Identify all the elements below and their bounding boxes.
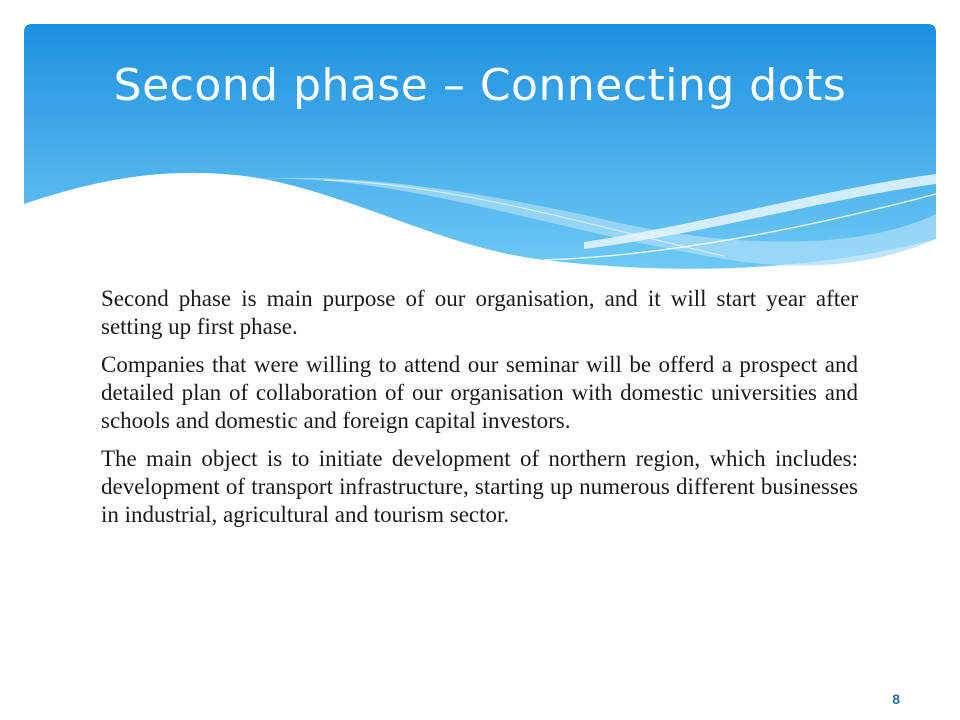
paragraph-2: Companies that were willing to attend our seminar will be offerd a prospect and detailed plan of collaboration of our organisation with domestic universities and schools and domestic and foreign capital investors. [101, 352, 858, 433]
page-number: 8 [892, 691, 900, 707]
slide-title: Second phase – Connecting dots [113, 60, 847, 111]
slide-body [101, 285, 858, 539]
paragraph-1: Second phase is main purpose of our organisation, and it will start year after setting up first phase. [101, 286, 858, 339]
paragraph-3: The main object is to initiate development of northern region, which includes: development of transport infrastructure, starting up numerous different businesses in industrial, agricultural and tourism sector. [101, 446, 858, 527]
